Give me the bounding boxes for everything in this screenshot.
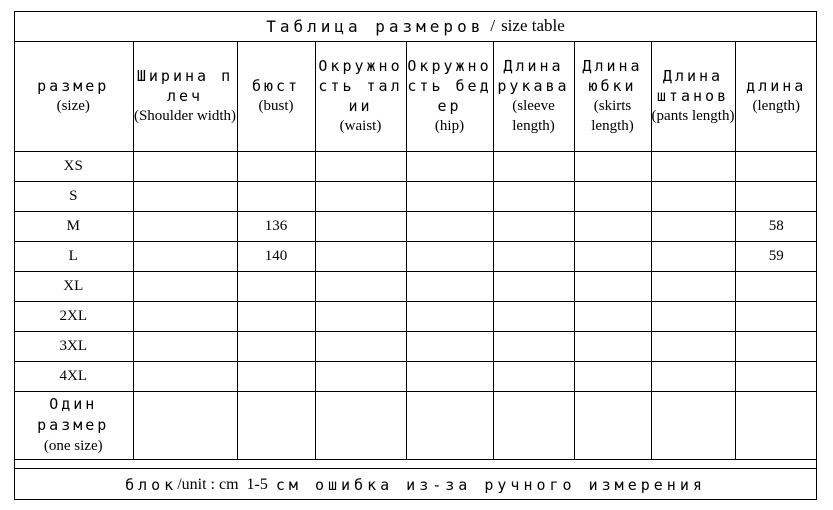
table-cell: [493, 331, 574, 361]
header-hip: Окружность бедер (hip): [406, 42, 493, 151]
table-cell: [493, 151, 574, 181]
table-cell: [735, 271, 817, 301]
footer-ru-unit: блок: [125, 475, 178, 494]
table-cell: [574, 151, 651, 181]
title-en: size table: [501, 16, 565, 35]
size-label: 3XL: [14, 331, 133, 361]
table-cell: [574, 361, 651, 391]
table-cell: 140: [237, 241, 315, 271]
table-cell: [406, 331, 493, 361]
table-cell: [237, 361, 315, 391]
table-cell: [493, 181, 574, 211]
table-cell: [651, 181, 735, 211]
size-label: 4XL: [14, 361, 133, 391]
table-cell: [315, 151, 406, 181]
table-cell: [406, 181, 493, 211]
table-cell: [735, 331, 817, 361]
table-cell: [574, 331, 651, 361]
table-cell: [574, 301, 651, 331]
table-cell: [651, 151, 735, 181]
title-ru: Таблица размеров: [266, 16, 485, 36]
table-cell: [133, 151, 237, 181]
table-cell: [493, 211, 574, 241]
header-waist: Окружность талии (waist): [315, 42, 406, 151]
table-cell: [493, 271, 574, 301]
table-cell: [493, 361, 574, 391]
table-cell: [315, 301, 406, 331]
header-skirts-length: Длина юбки (skirts length): [574, 42, 651, 151]
table-cell: [493, 241, 574, 271]
header-length: длина (length): [735, 42, 817, 151]
table-cell: 59: [735, 241, 817, 271]
table-row: [14, 271, 817, 301]
table-cell: [406, 301, 493, 331]
title-separator: /: [490, 16, 496, 35]
table-cell: [406, 271, 493, 301]
table-cell: [315, 271, 406, 301]
table-cell: [315, 331, 406, 361]
table-cell: [493, 391, 574, 459]
table-cell: [574, 181, 651, 211]
table-cell: [493, 301, 574, 331]
table-cell: [133, 211, 237, 241]
table-cell: [735, 181, 817, 211]
header-bust: бюст (bust): [237, 42, 315, 151]
size-table: [14, 42, 817, 460]
size-label: S: [14, 181, 133, 211]
footer-en-unit: /unit : cm 1-5: [177, 475, 268, 493]
table-cell: [651, 361, 735, 391]
header-shoulder-width: Ширина плеч (Shoulder width): [133, 42, 237, 151]
table-cell: [406, 151, 493, 181]
table-cell: [735, 301, 817, 331]
table-row: [14, 211, 817, 241]
size-label: XL: [14, 271, 133, 301]
table-title: [14, 11, 817, 42]
table-cell: [574, 211, 651, 241]
table-cell: 136: [237, 211, 315, 241]
table-row-one-size: [14, 391, 817, 459]
table-cell: [133, 301, 237, 331]
table-row: [14, 331, 817, 361]
footer-ru-note: см ошибка из-за ручного измерения: [275, 475, 706, 494]
table-cell: [133, 241, 237, 271]
table-cell: [406, 361, 493, 391]
table-cell: [735, 151, 817, 181]
header-pants-length: Длина штанов (pants length): [651, 42, 735, 151]
size-label-one-size: Один размер (one size): [14, 391, 133, 459]
table-row: [14, 241, 817, 271]
table-cell: [406, 391, 493, 459]
table-cell: [237, 181, 315, 211]
table-cell: [133, 361, 237, 391]
table-cell: [315, 391, 406, 459]
table-cell: [651, 301, 735, 331]
table-cell: [237, 331, 315, 361]
size-label: 2XL: [14, 301, 133, 331]
table-row: [14, 301, 817, 331]
table-row: [14, 181, 817, 211]
table-cell: [406, 241, 493, 271]
table-cell: [237, 151, 315, 181]
table-cell: [735, 361, 817, 391]
table-cell: 58: [735, 211, 817, 241]
table-cell: [574, 271, 651, 301]
table-cell: [315, 241, 406, 271]
table-cell: [237, 271, 315, 301]
size-label: XS: [14, 151, 133, 181]
table-cell: [406, 211, 493, 241]
header-sleeve-length: Длина рукава (sleeve length): [493, 42, 574, 151]
table-cell: [735, 391, 817, 459]
table-cell: [133, 391, 237, 459]
table-cell: [651, 331, 735, 361]
table-row: [14, 151, 817, 181]
table-cell: [315, 361, 406, 391]
table-row: [14, 361, 817, 391]
table-cell: [574, 391, 651, 459]
size-label: M: [14, 211, 133, 241]
table-footer: [14, 468, 817, 500]
table-cell: [651, 241, 735, 271]
size-label: L: [14, 241, 133, 271]
table-cell: [133, 181, 237, 211]
table-cell: [237, 391, 315, 459]
table-cell: [133, 331, 237, 361]
table-cell: [315, 211, 406, 241]
table-cell: [133, 271, 237, 301]
table-cell: [315, 181, 406, 211]
table-cell: [574, 241, 651, 271]
table-cell: [237, 301, 315, 331]
header-size: размер (size): [14, 42, 133, 151]
header-row: [14, 42, 817, 151]
table-cell: [651, 271, 735, 301]
table-cell: [651, 211, 735, 241]
table-cell: [651, 391, 735, 459]
